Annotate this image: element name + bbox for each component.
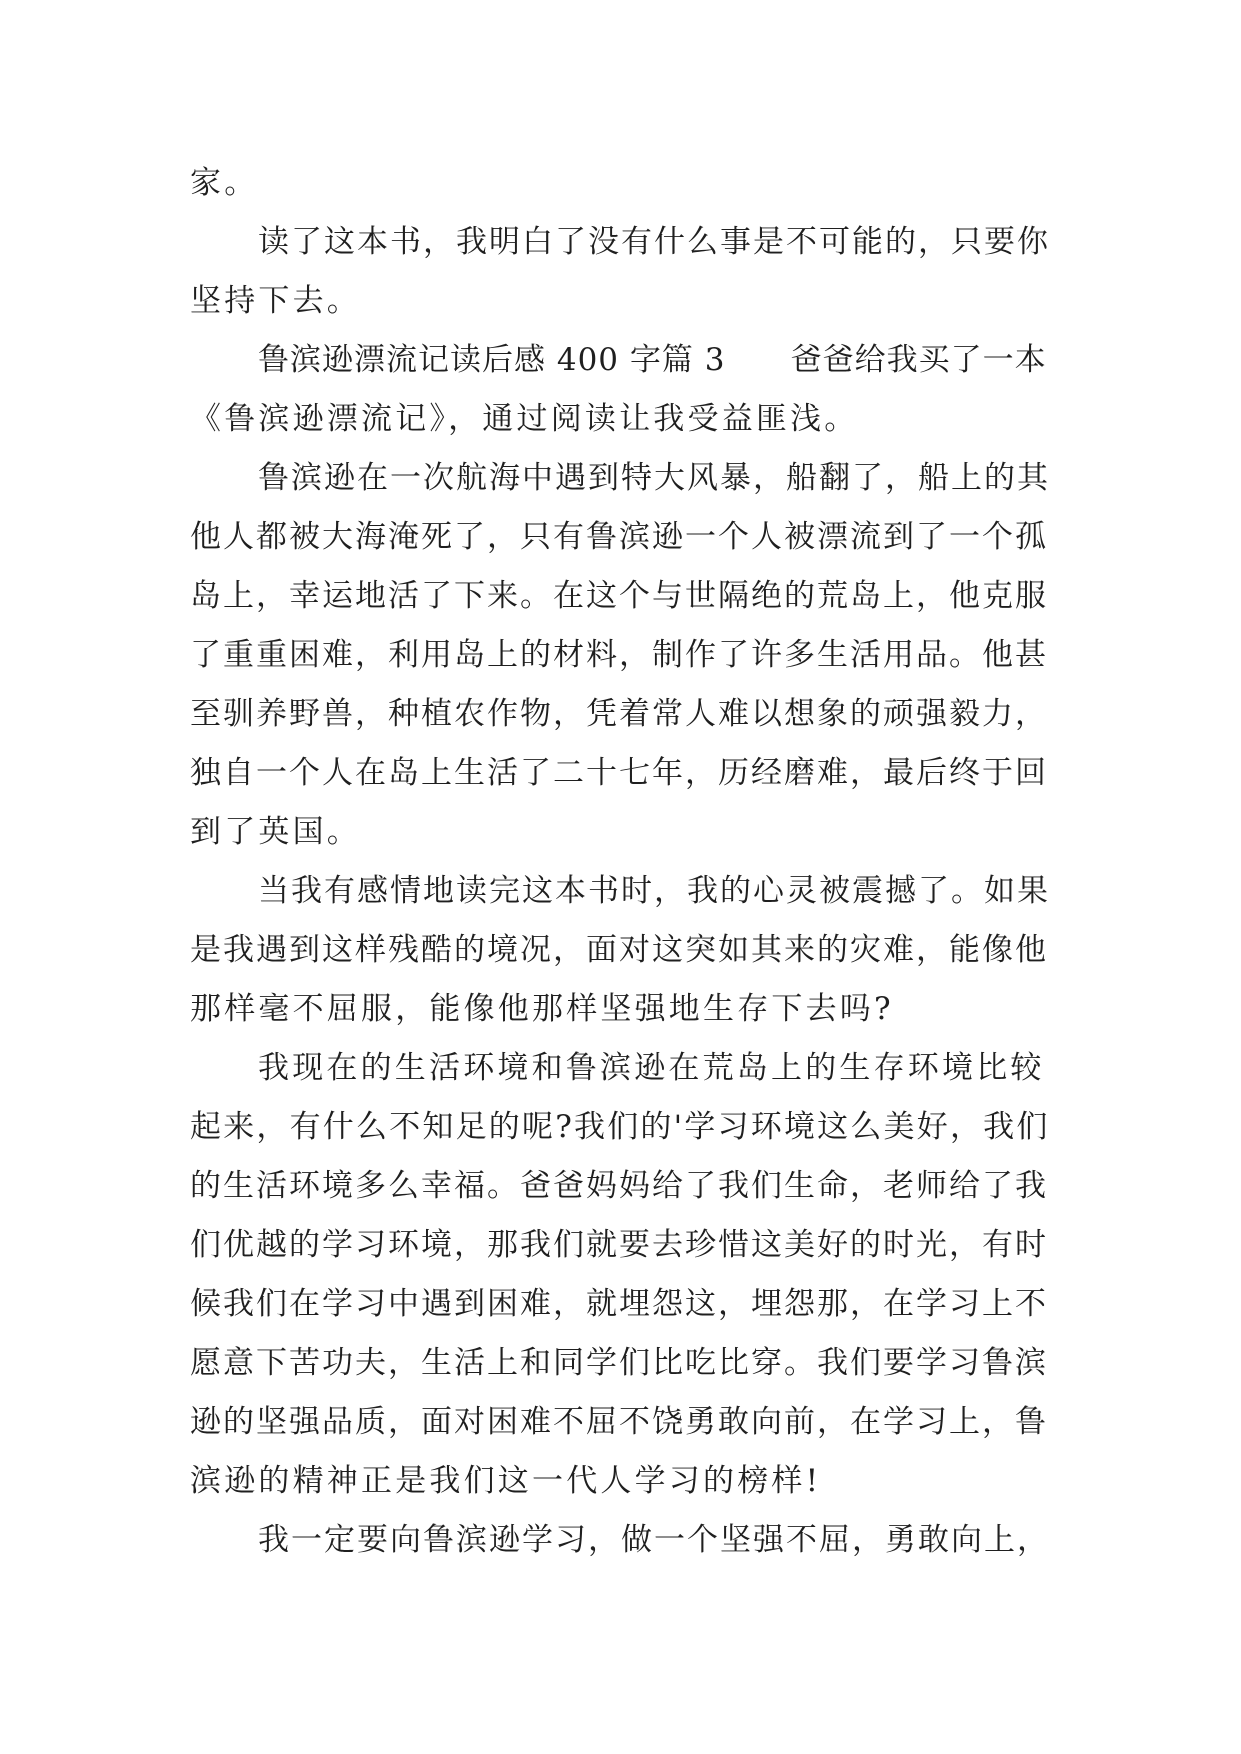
text-line: 坚持下去。 — [190, 283, 361, 319]
text-line: 我一定要向鲁滨逊学习，做一个坚强不屈，勇敢向上， — [258, 1522, 1050, 1558]
text-line: 当我有感情地读完这本书时，我的心灵被震撼了。如果 — [258, 873, 1050, 909]
text-line: 岛上，幸运地活了下来。在这个与世隔绝的荒岛上，他克服 — [190, 578, 1048, 614]
text-line: 读了这本书，我明白了没有什么事是不可能的，只要你 — [258, 224, 1050, 260]
text-line: 《鲁滨逊漂流记》，通过阅读让我受益匪浅。 — [190, 401, 859, 437]
text-line: 的生活环境多么幸福。爸爸妈妈给了我们生命，老师给了我 — [190, 1168, 1048, 1204]
text-line: 那样毫不屈服，能像他那样坚强地生存下去吗? — [190, 991, 894, 1027]
text-line: 家。 — [190, 165, 259, 201]
text-line: 到了英国。 — [190, 814, 361, 850]
text-line: 滨逊的精神正是我们这一代人学习的榜样! — [190, 1463, 822, 1499]
text-line: 是我遇到这样残酷的境况，面对这突如其来的灾难，能像他 — [190, 932, 1048, 968]
text-line: 至驯养野兽，种植农作物，凭着常人难以想象的顽强毅力， — [190, 696, 1048, 732]
text-line: 独自一个人在岛上生活了二十七年，历经磨难，最后终于回 — [190, 755, 1048, 791]
text-line: 愿意下苦功夫，生活上和同学们比吃比穿。我们要学习鲁滨 — [190, 1345, 1048, 1381]
text-line: 们优越的学习环境，那我们就要去珍惜这美好的时光，有时 — [190, 1227, 1048, 1263]
text-line: 起来，有什么不知足的呢?我们的'学习环境这么美好，我们 — [190, 1109, 1050, 1145]
text-line: 鲁滨逊在一次航海中遇到特大风暴，船翻了，船上的其 — [258, 460, 1050, 496]
text-line: 他人都被大海淹死了，只有鲁滨逊一个人被漂流到了一个孤 — [190, 519, 1048, 555]
text-line: 我现在的生活环境和鲁滨逊在荒岛上的生存环境比较 — [258, 1050, 1045, 1086]
text-line: 鲁滨逊漂流记读后感 400 字篇 3 爸爸给我买了一本 — [258, 342, 1047, 378]
document-body — [190, 154, 1050, 1570]
text-line: 逊的坚强品质，面对困难不屈不饶勇敢向前，在学习上，鲁 — [190, 1404, 1048, 1440]
text-line: 候我们在学习中遇到困难，就埋怨这，埋怨那，在学习上不 — [190, 1286, 1048, 1322]
text-line: 了重重困难，利用岛上的材料，制作了许多生活用品。他甚 — [190, 637, 1048, 673]
